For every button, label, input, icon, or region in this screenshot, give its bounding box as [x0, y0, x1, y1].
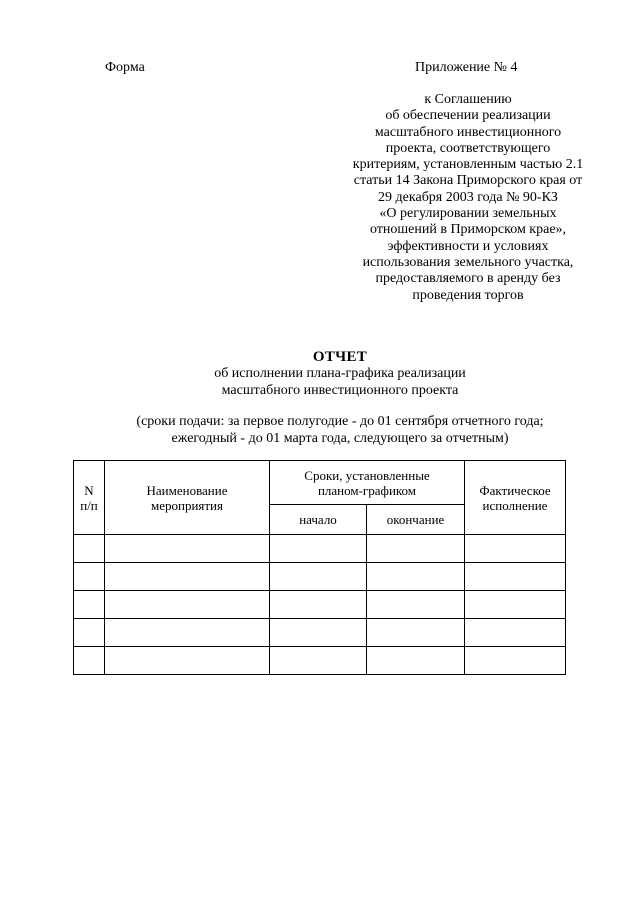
- table-cell[interactable]: [105, 563, 270, 591]
- table-cell[interactable]: [105, 535, 270, 563]
- appendix-line: статьи 14 Закона Приморского края от: [353, 173, 583, 189]
- report-title: ОТЧЕТ: [312, 349, 368, 365]
- appendix-number: Приложение № 4: [415, 60, 518, 75]
- header-activity-line: мероприятия: [150, 497, 223, 513]
- appendix-line: эффективности и условиях: [387, 238, 549, 254]
- table-row: [74, 535, 566, 563]
- table-cell[interactable]: [270, 591, 367, 619]
- table-cell[interactable]: [465, 647, 566, 675]
- table-cell[interactable]: [270, 647, 367, 675]
- table-row: [74, 619, 566, 647]
- table-cell[interactable]: [367, 535, 465, 563]
- report-subtitle: [0, 366, 640, 399]
- header-schedule-line: планом-графиком: [317, 482, 417, 498]
- table-cell[interactable]: [105, 619, 270, 647]
- table-cell[interactable]: [270, 619, 367, 647]
- table-cell[interactable]: [270, 535, 367, 563]
- header-actual-line: исполнение: [482, 497, 548, 513]
- deadline-line: (сроки подачи: за первое полугодие - до 01 сентября отчетного года;: [136, 414, 544, 429]
- table-cell[interactable]: [74, 535, 105, 563]
- appendix-reference: [335, 92, 601, 304]
- appendix-line: использования земельного участка,: [362, 254, 574, 270]
- appendix-line: к Соглашению: [424, 92, 512, 107]
- appendix-line: об обеспечении реализации: [385, 108, 551, 124]
- table-row: [74, 647, 566, 675]
- table-cell[interactable]: [105, 647, 270, 675]
- table-header-row: [74, 461, 566, 505]
- table-cell[interactable]: [465, 591, 566, 619]
- appendix-line: проведения торгов: [412, 287, 524, 303]
- appendix-line: предоставляемого в аренду без: [375, 271, 561, 287]
- table-row: [74, 563, 566, 591]
- table-cell[interactable]: [367, 563, 465, 591]
- appendix-line: проекта, соответствующего: [385, 140, 551, 156]
- appendix-line: масштабного инвестиционного: [374, 124, 562, 140]
- header-number: [74, 461, 105, 535]
- header-number-line: п/п: [80, 497, 98, 513]
- appendix-line: «О регулировании земельных: [379, 206, 557, 222]
- table-cell[interactable]: [105, 591, 270, 619]
- header-start: начало: [270, 505, 367, 535]
- header-end: окончание: [367, 505, 465, 535]
- table-cell[interactable]: [367, 591, 465, 619]
- table-cell[interactable]: [367, 647, 465, 675]
- table-row: [74, 591, 566, 619]
- submission-deadlines: [0, 414, 640, 447]
- header-actual-line: Фактическое: [479, 482, 551, 498]
- header-actual-execution: [465, 461, 566, 535]
- table-cell[interactable]: [74, 591, 105, 619]
- header-activity-line: Наименование: [146, 482, 228, 498]
- table-cell[interactable]: [270, 563, 367, 591]
- appendix-line: критериям, установленным частью 2.1: [352, 157, 584, 173]
- table-cell[interactable]: [74, 563, 105, 591]
- appendix-line: отношений в Приморском крае»,: [369, 222, 567, 238]
- table-cell[interactable]: [465, 535, 566, 563]
- subtitle-line: об исполнении плана-графика реализации: [214, 366, 466, 381]
- table-cell[interactable]: [367, 619, 465, 647]
- header-schedule-terms: [270, 461, 465, 505]
- deadline-line: ежегодный - до 01 марта года, следующего за отчетным): [171, 430, 509, 446]
- header-activity-name: [105, 461, 270, 535]
- header-number-line: N: [84, 482, 94, 498]
- form-label: Форма: [105, 60, 145, 75]
- header-schedule-line: Сроки, установленные: [304, 467, 430, 483]
- schedule-table: [73, 460, 566, 675]
- subtitle-line: масштабного инвестиционного проекта: [221, 382, 459, 398]
- table-cell[interactable]: [74, 619, 105, 647]
- table-cell[interactable]: [465, 619, 566, 647]
- table-cell[interactable]: [465, 563, 566, 591]
- table-cell[interactable]: [74, 647, 105, 675]
- appendix-line: 29 декабря 2003 года № 90-КЗ: [378, 189, 558, 205]
